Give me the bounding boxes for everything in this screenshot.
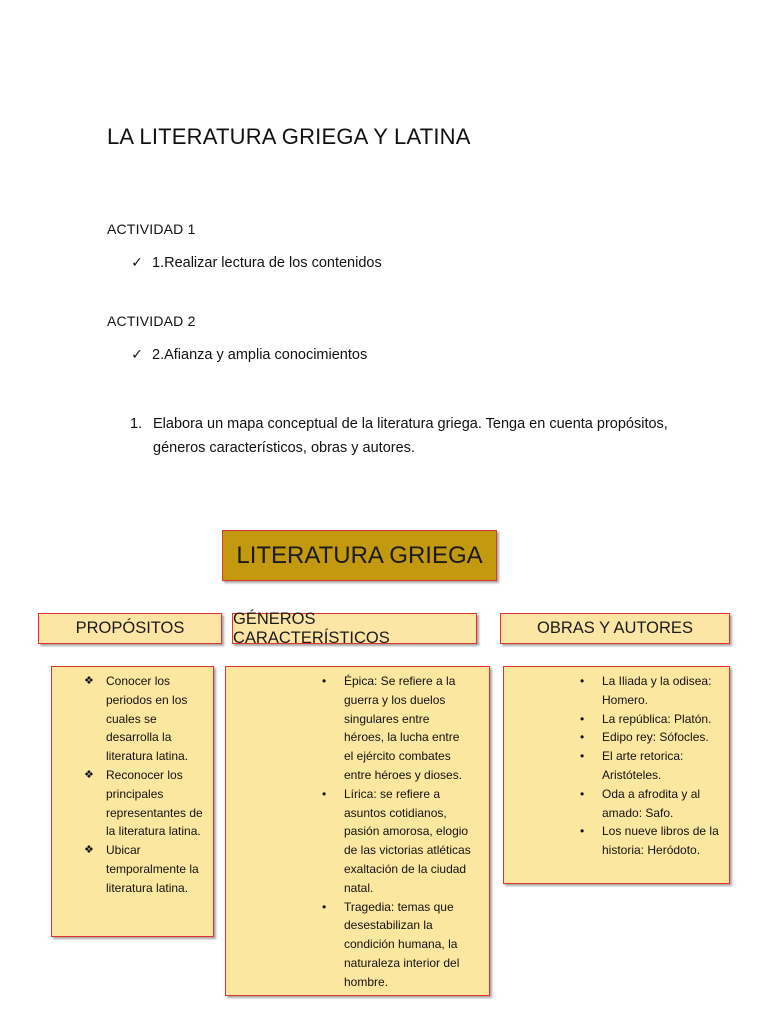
propositos-box — [51, 666, 214, 937]
activity-2-item — [130, 346, 367, 363]
obras-autores-header: OBRAS Y AUTORES — [500, 613, 730, 644]
generos-list — [322, 672, 472, 992]
obras-autores-box — [503, 666, 730, 884]
checkmark-icon: ✓ — [131, 346, 143, 362]
list-item: • Épica: Se refiere a la guerra y los duelos singulares entre héroes, la lucha entre el ejército combates entre héroes y dioses. — [322, 672, 472, 785]
list-item: • El arte retorica: Aristóteles. — [580, 747, 722, 785]
document-title: LA LITERATURA GRIEGA Y LATINA — [107, 124, 471, 149]
obras-autores-list — [580, 672, 722, 860]
task-item — [130, 412, 670, 460]
activity-2-item-text: 2.Afianza y amplia conocimientos — [152, 346, 368, 363]
generos-header: GÉNEROS CARACTERÍSTICOS — [232, 613, 477, 644]
list-item: ❖ Ubicar temporalmente la literatura latina. — [84, 841, 210, 897]
diamond-bullet-icon: ❖ — [84, 675, 94, 687]
checkmark-icon: ✓ — [131, 254, 143, 270]
dot-bullet-icon: • — [580, 824, 585, 839]
task-number: 1. — [130, 416, 143, 432]
diamond-bullet-icon: ❖ — [84, 768, 94, 781]
list-item: • Tragedia: temas que desestabilizan la condición humana, la naturaleza interior del hombre. — [322, 898, 472, 992]
list-item: • La república: Platón. — [580, 710, 722, 729]
dot-bullet-icon: • — [580, 711, 585, 726]
list-item: ❖ Conocer los periodos en los cuales se desarrolla la literatura latina. — [84, 672, 210, 766]
list-item: • Los nueve libros de la historia: Heródoto. — [580, 822, 722, 860]
list-item: • La Iliada y la odisea: Homero. — [580, 672, 722, 710]
dot-bullet-icon: • — [322, 899, 327, 914]
activity-2-label: ACTIVIDAD 2 — [107, 313, 196, 329]
activity-1-item — [130, 254, 382, 271]
list-item: • Lírica: se refiere a asuntos cotidianos, pasión amorosa, elogio de las victorias atléticas exaltación de la ciudad natal. — [322, 785, 472, 898]
dot-bullet-icon: • — [580, 730, 585, 745]
generos-box — [225, 666, 490, 996]
propositos-header: PROPÓSITOS — [38, 613, 222, 644]
dot-bullet-icon: • — [580, 749, 585, 764]
dot-bullet-icon: • — [580, 674, 585, 688]
task-text: Elabora un mapa conceptual de la literatura griega. Tenga en cuenta propósitos, géneros característicos, obras y autores. — [153, 416, 668, 456]
activity-1-label: ACTIVIDAD 1 — [107, 221, 196, 237]
list-item: • Oda a afrodita y al amado: Safo. — [580, 785, 722, 823]
propositos-list — [84, 672, 210, 898]
list-item: • Edipo rey: Sófocles. — [580, 728, 722, 747]
activity-1-item-text: 1.Realizar lectura de los contenidos — [152, 254, 382, 271]
list-item: ❖ Reconocer los principales representantes de la literatura latina. — [84, 766, 210, 841]
dot-bullet-icon: • — [322, 786, 327, 801]
dot-bullet-icon: • — [580, 786, 585, 801]
diamond-bullet-icon: ❖ — [84, 844, 94, 857]
concept-map-main-node: LITERATURA GRIEGA — [222, 530, 497, 581]
dot-bullet-icon: • — [322, 674, 327, 688]
